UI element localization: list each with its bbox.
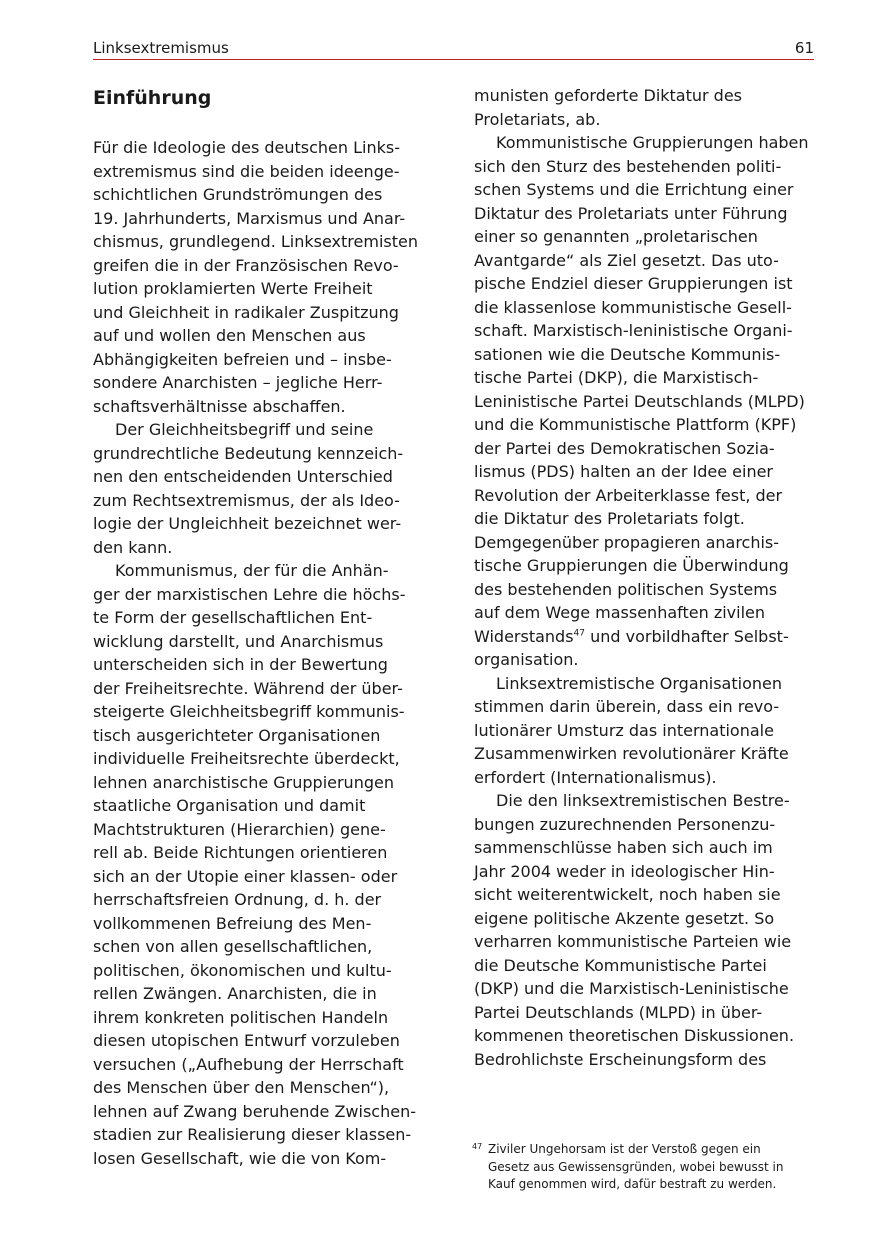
text-line: schen Systems und die Errichtung einer [474, 180, 794, 199]
footnote [474, 1141, 819, 1194]
text-line: organisation. [474, 650, 579, 669]
text-line: tische Gruppierungen die Überwindung [474, 556, 789, 575]
text-line: tische Partei (DKP), die Marxistisch- [474, 368, 759, 387]
text-line: individuelle Freiheitsrechte überdeckt, [93, 749, 400, 768]
text-line: und die Kommunistische Plattform (KPF) [474, 415, 797, 434]
text-line: Linksextremistische Organisationen [496, 673, 782, 693]
text-line: Abhängigkeiten befreien und – insbe- [93, 349, 392, 369]
text-line: lutionärer Umsturz das internationale [474, 720, 774, 740]
text-line: (DKP) und die Marxistisch-Leninistische [474, 979, 789, 998]
text-line: unterscheiden sich in der Bewertung [93, 655, 388, 674]
text-line: sich den Sturz des bestehenden politi- [474, 156, 782, 176]
text-segment: Widerstands [474, 626, 574, 646]
text-line: sondere Anarchisten – jegliche Herr- [93, 373, 383, 392]
text-line: nen den entscheidenden Unterschied [93, 467, 393, 486]
text-line: Kauf genommen wird, dafür bestraft zu werden. [488, 1177, 777, 1191]
text-line: eigene politische Akzente gesetzt. So [474, 908, 775, 928]
text-line: die Deutsche Kommunistische Partei [474, 955, 767, 975]
text-line: Die den linksextremistischen Bestre- [496, 791, 790, 810]
running-header-section-title: Linksextremismus [93, 39, 229, 57]
text-line: rellen Zwängen. Anarchisten, die in [93, 984, 377, 1003]
text-line: losen Gesellschaft, wie die von Kom- [93, 1148, 387, 1168]
text-line: stimmen darin überein, dass ein revo- [474, 697, 780, 716]
right-column [474, 84, 819, 1071]
text-line: lution proklamierten Werte Freiheit [93, 279, 373, 298]
text-line: Ziviler Ungehorsam ist der Verstoß gegen ein [488, 1142, 761, 1156]
text-segment: und vorbildhafter Selbst- [585, 626, 789, 646]
text-line: bungen zuzurechnenden Personenzu- [474, 814, 776, 834]
text-line: auf und wollen den Menschen aus [93, 326, 366, 345]
footnote-body [474, 1141, 819, 1194]
text-line: und Gleichheit in radikaler Zuspitzung [93, 302, 399, 322]
text-line: einer so genannten „proletarischen [474, 227, 758, 246]
text-line: Revolution der Arbeiterklasse fest, der [474, 485, 783, 505]
text-line: Kommunismus, der für die Anhän- [115, 561, 389, 580]
text-line: die Diktatur des Proletariats folgt. [474, 509, 745, 528]
page-number: 61 [794, 39, 814, 57]
text-line: logie der Ungleichheit bezeichnet wer- [93, 514, 402, 533]
text-line: schaft. Marxistisch-leninistische Organi- [474, 321, 793, 340]
text-line: schichtlichen Grundströmungen des [93, 185, 383, 204]
text-line: sationen wie die Deutsche Kommunis- [474, 344, 781, 364]
text-line: te Form der gesellschaftlichen Ent- [93, 608, 373, 627]
footnote-reference[interactable]: 47 [573, 628, 585, 639]
text-line: Proletariats, ab. [474, 109, 601, 129]
text-line: herrschaftsfreien Ordnung, d. h. der [93, 890, 382, 909]
text-line: zum Rechtsextremismus, der als Ideo- [93, 490, 400, 510]
text-line: ihrem konkreten politischen Handeln [93, 1007, 389, 1027]
text-line: extremismus sind die beiden ideenge- [93, 161, 400, 181]
text-line: Diktatur des Proletariats unter Führung [474, 203, 788, 223]
text-line: die klassenlose kommunistische Gesell- [474, 297, 792, 317]
text-line: chismus, grundlegend. Linksextremisten [93, 232, 418, 251]
text-line: grundrechtliche Bedeutung kennzeich- [93, 443, 404, 463]
text-line: Für die Ideologie des deutschen Links- [93, 138, 400, 157]
text-line: sammenschlüsse haben sich auch im [474, 838, 773, 857]
text-line: munisten geforderte Diktatur des [474, 86, 743, 105]
text-line: diesen utopischen Entwurf vorzuleben [93, 1031, 400, 1050]
text-line: des Menschen über den Menschen“), [93, 1078, 390, 1097]
text-line: schaftsverhältnisse abschaffen. [93, 396, 346, 416]
text-line: sich an der Utopie einer klassen- oder [93, 866, 398, 886]
text-line: Leninistische Partei Deutschlands (MLPD) [474, 391, 805, 411]
text-line: lehnen anarchistische Gruppierungen [93, 772, 394, 792]
text-line: Jahr 2004 weder in ideologischer Hin- [474, 861, 775, 881]
text-line: rell ab. Beide Richtungen orientieren [93, 843, 388, 862]
left-column [93, 84, 438, 1170]
text-line: staatliche Organisation und damit [93, 796, 366, 815]
text-line: schen von allen gesellschaftlichen, [93, 937, 373, 956]
text-line: der Partei des Demokratischen Sozia- [474, 438, 775, 458]
text-line: sicht weiterentwickelt, noch haben sie [474, 885, 781, 904]
text-line: den kann. [93, 537, 173, 557]
text-line: Zusammenwirken revolutionärer Kräfte [474, 744, 789, 763]
right-column-body [474, 84, 819, 1071]
text-line-with-footnote-ref [474, 625, 819, 649]
text-line: politischen, ökonomischen und kultu- [93, 960, 392, 980]
text-line: Der Gleichheitsbegriff und seine [115, 420, 374, 439]
text-line: kommenen theoretischen Diskussionen. [474, 1026, 795, 1045]
text-line: versuchen („Aufhebung der Herrschaft [93, 1054, 404, 1074]
text-line: Demgegenüber propagieren anarchis- [474, 532, 780, 552]
text-line: der Freiheitsrechte. Während der über- [93, 678, 403, 698]
text-line: vollkommenen Befreiung des Men- [93, 913, 372, 933]
text-line: steigerte Gleichheitsbegriff kommunis- [93, 702, 405, 721]
text-line: stadien zur Realisierung dieser klassen- [93, 1125, 412, 1144]
footnote-number: 47 [472, 1142, 483, 1151]
text-line: ger der marxistischen Lehre die höchs- [93, 584, 406, 604]
text-line: lismus (PDS) halten an der Idee einer [474, 462, 773, 481]
text-line: tisch ausgerichteter Organisationen [93, 725, 381, 745]
text-line: Kommunistische Gruppierungen haben [496, 133, 809, 152]
text-line: greifen die in der Französischen Revo- [93, 255, 399, 275]
text-line: auf dem Wege massenhaften zivilen [474, 603, 766, 622]
text-line: pische Endziel dieser Gruppierungen ist [474, 274, 793, 293]
left-column-body [93, 136, 438, 1170]
text-line: verharren kommunistische Parteien wie [474, 932, 792, 951]
text-line: erfordert (Internationalismus). [474, 767, 717, 787]
text-line: Partei Deutschlands (MLPD) in über- [474, 1002, 763, 1022]
text-line: des bestehenden politischen Systems [474, 579, 778, 599]
text-line: Machtstrukturen (Hierarchien) gene- [93, 819, 386, 839]
running-header [93, 39, 814, 60]
text-line: Gesetz aus Gewissensgründen, wobei bewusst in [488, 1159, 784, 1174]
text-line: wicklung darstellt, und Anarchismus [93, 631, 384, 651]
text-line: lehnen auf Zwang beruhende Zwischen- [93, 1101, 416, 1121]
text-line: Bedrohlichste Erscheinungsform des [474, 1049, 767, 1069]
text-line: 19. Jahrhunderts, Marxismus und Anar- [93, 208, 406, 228]
section-heading: Einführung [93, 87, 212, 109]
text-line: Avantgarde“ als Ziel gesetzt. Das uto- [474, 250, 779, 270]
